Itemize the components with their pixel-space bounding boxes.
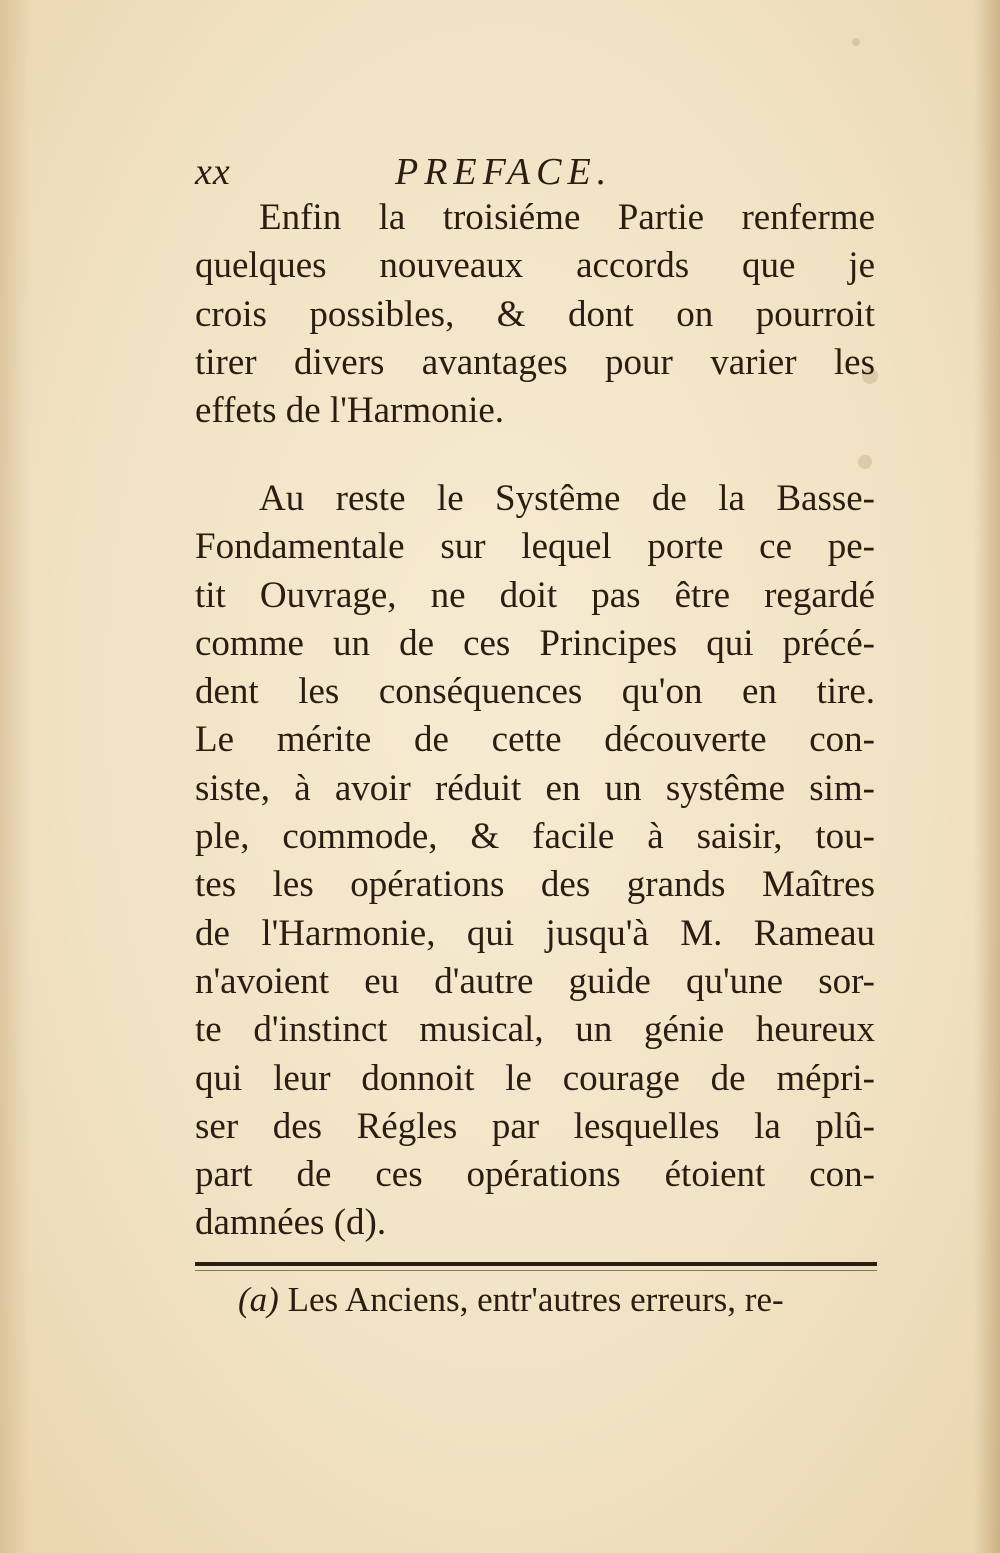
text-line: de l'Harmonie, qui jusqu'à M. Rameau	[195, 912, 875, 954]
footnote-text: Les Anciens, entr'autres erreurs, re-	[287, 1280, 784, 1319]
text-line: effets de l'Harmonie.	[195, 390, 505, 432]
text-line: ser des Régles par lesquelles la plû-	[195, 1105, 875, 1147]
text-line: comme un de ces Principes qui précé-	[195, 622, 875, 664]
text-line: tit Ouvrage, ne doit pas être regardé	[195, 574, 875, 616]
page-edge-shadow-right	[974, 0, 1000, 1553]
text-line: ple, commode, & facile à saisir, tou-	[195, 816, 875, 858]
footnote-rule-thin	[195, 1270, 877, 1271]
text-line: crois possibles, & dont on pourroit	[195, 293, 875, 335]
paragraph-1	[195, 194, 875, 435]
footnote-rule	[195, 1262, 877, 1266]
text-line: te d'instinct musical, un génie heureux	[195, 1009, 875, 1051]
paragraph-2	[195, 475, 875, 1248]
page-number: xx	[195, 151, 231, 193]
text-line: tes les opérations des grands Maîtres	[195, 864, 875, 906]
text-line: Enfin la troisiéme Partie renferme	[259, 197, 875, 238]
text-line: damnées (d).	[195, 1202, 387, 1244]
ink-spot	[852, 38, 860, 46]
text-line: tirer divers avantages pour varier les	[195, 341, 875, 383]
text-line: Le mérite de cette découverte con-	[195, 719, 875, 761]
text-line: quelques nouveaux accords que je	[195, 245, 875, 287]
text-line: siste, à avoir réduit en un systême sim-	[195, 767, 875, 809]
text-line: part de ces opérations étoient con-	[195, 1154, 875, 1196]
page-edge-shadow-left	[0, 0, 30, 1553]
text-line: Fondamentale sur lequel porte ce pe-	[195, 526, 875, 568]
footnote-marker: (a)	[238, 1280, 279, 1319]
text-line: n'avoient eu d'autre guide qu'une sor-	[195, 960, 875, 1002]
text-line: dent les conséquences qu'on en tire.	[195, 671, 875, 713]
page-header	[195, 150, 875, 200]
text-line: qui leur donnoit le courage de mépri-	[195, 1057, 875, 1099]
ink-spot	[858, 455, 872, 469]
text-line: Au reste le Systême de la Basse-	[259, 478, 875, 519]
running-title: PREFACE.	[395, 151, 613, 193]
footnote	[238, 1278, 878, 1322]
